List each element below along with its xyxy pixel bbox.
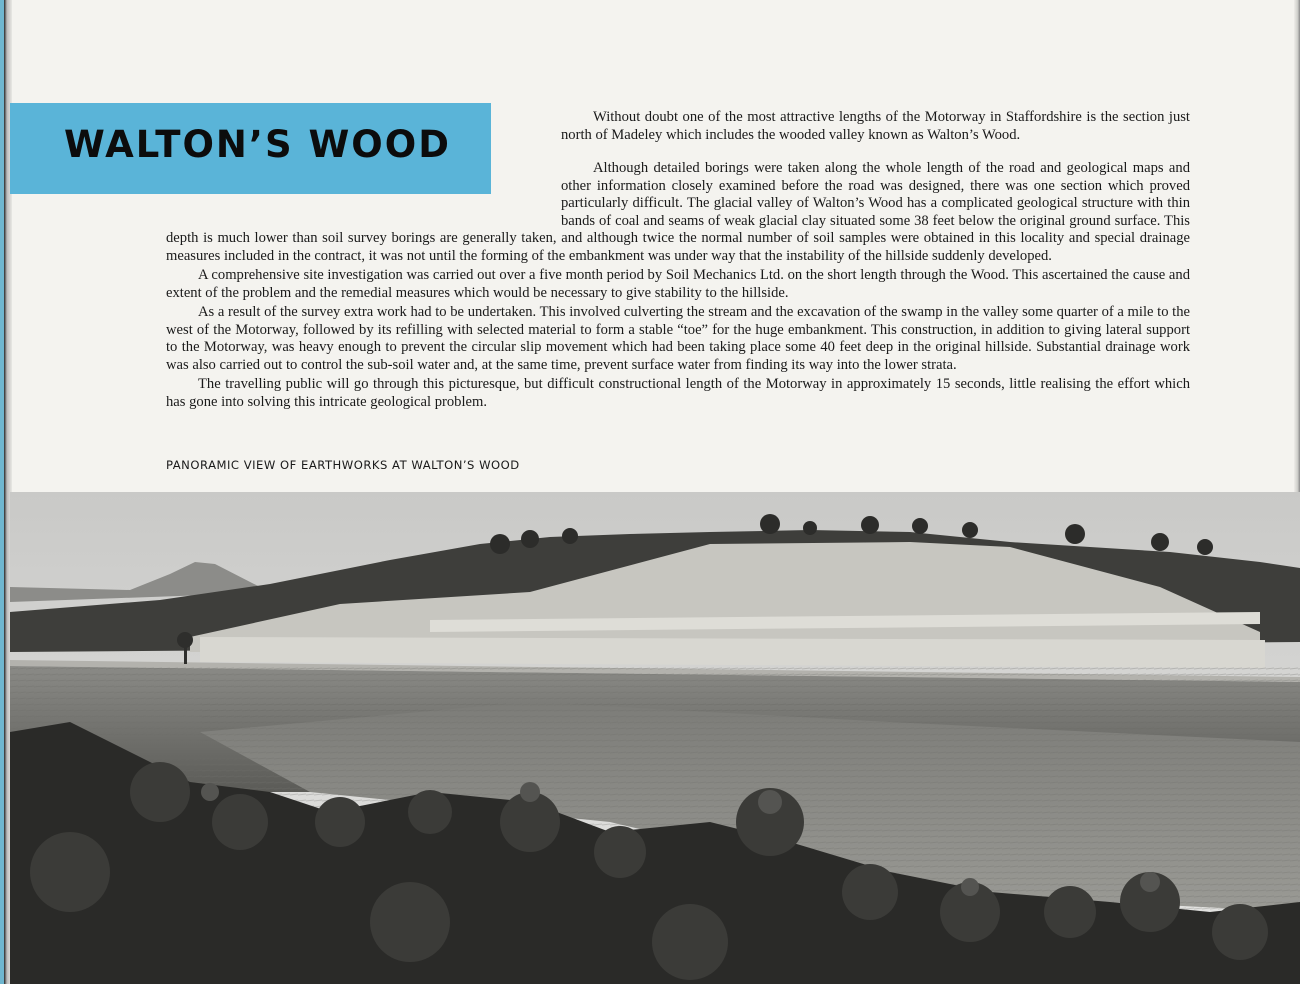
paragraph-3: As a result of the survey extra work had to be undertaken. This involved culverting the stream and the excavation of the swamp in the valley some quarter of a mile to the west of the Motorway, followed by its refilling with selected material to form a stable “toe” for the huge embankment. This construction, in addition to giving lateral support to the Motorway, was heavy enough to prevent the circular slip movement which had been taking place some 40 feet deep in the original hillside. Substantial drainage work was also carried out to control the sub-soil water and, at the same time, prevent surface water from finding its way into the lower strata. [166,304,1190,373]
photo-caption: PANORAMIC VIEW OF EARTHWORKS AT WALTON’S WOOD [166,458,520,472]
title-float-space [166,160,561,213]
intro-text: Without doubt one of the most attractive lengths of the Motorway in Staffordshire is the section just north of Madeley which includes the wooded valley known as Walton’s Wood. [561,109,1190,143]
paragraph-1: Although detailed borings were taken along the whole length of the road and geological maps and other information closely examined before the road was designed, there was one section which proved particularly difficult. The glacial valley of Walton’s Wood has a complicated geological structure with thin bands of coal and seams of weak glacial clay situated some 38 feet below the original ground surface. This depth is much lower than soil survey borings are generally taken, and although twice the normal number of soil samples were obtained in this locality and special drainage measures included in the contract, it was not until the forming of the embankment was under way that the instability of the hillside suddenly developed. [166,160,1190,264]
intro-paragraph [561,109,1190,144]
article-body [166,160,1190,411]
page-title: WALTON’S WOOD [64,123,451,166]
panoramic-photo [10,492,1300,984]
paragraph-4: The travelling public will go through this picturesque, but difficult constructional length of the Motorway in approximately 15 seconds, little realising the effort which has gone into solving this intricate geological problem. [166,376,1190,410]
paragraph-2: A comprehensive site investigation was carried out over a five month period by Soil Mechanics Ltd. on the short length through the Wood. This ascertained the cause and extent of the problem and the remedial measures which would be necessary to give stability to the hillside. [166,267,1190,301]
